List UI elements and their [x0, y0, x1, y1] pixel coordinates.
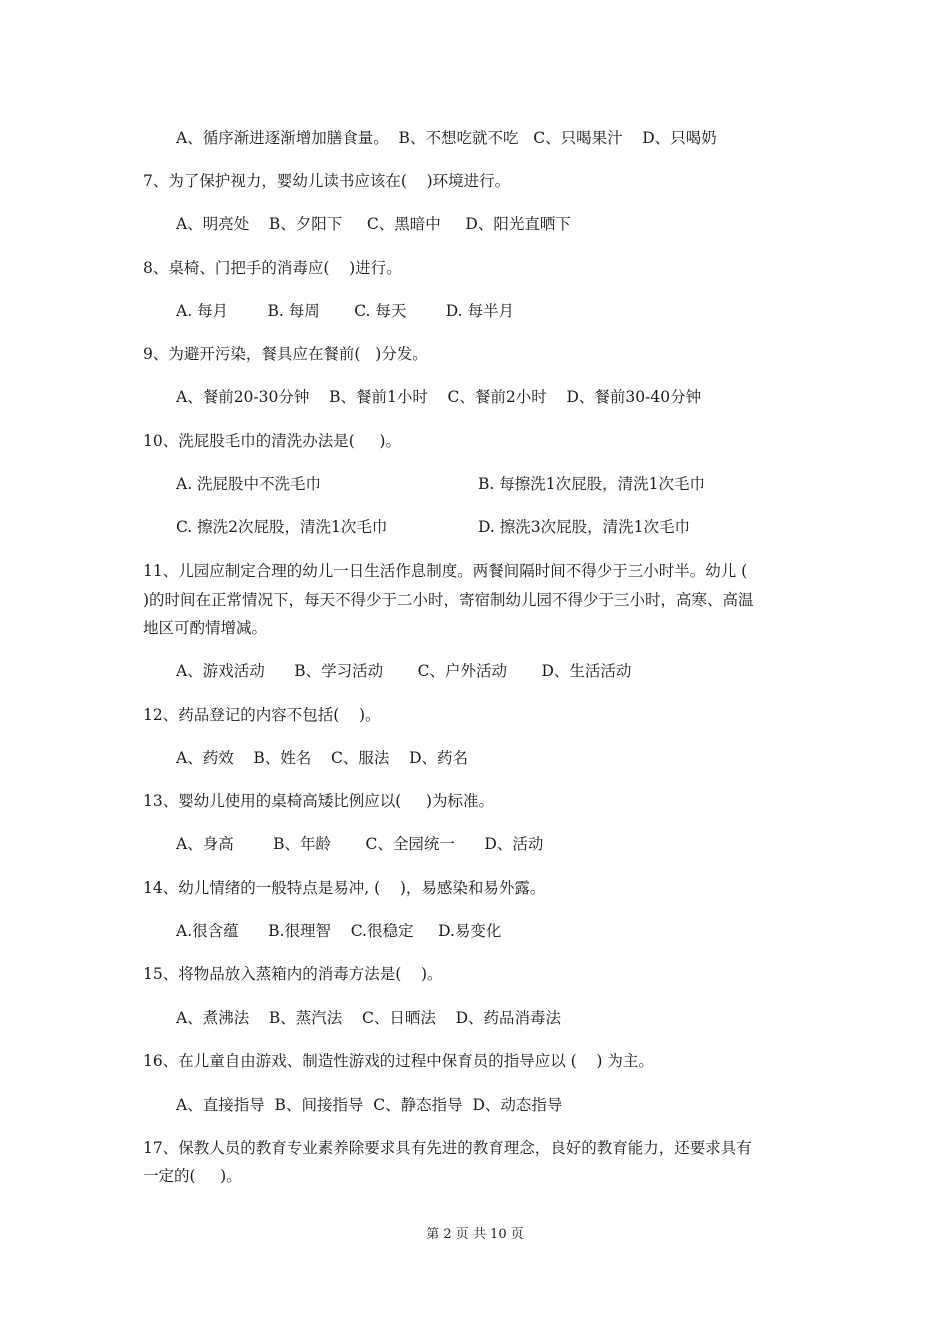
q15-options: A、煮沸法 B、蒸汽法 C、日晒法 D、药品消毒法: [176, 1009, 561, 1027]
q14-options: A.很含蕴 B.很理智 C.很稳定 D.易变化: [176, 922, 502, 940]
q13-options: A、身高 B、年龄 C、全园统一 D、活动: [176, 835, 544, 853]
q10-option-d: D. 擦洗3次屁股，清洗1次毛巾: [478, 518, 690, 536]
q11-question-line3: 地区可酌情增减。: [143, 619, 268, 637]
q6-options: A、循序渐进逐渐增加膳食量。 B、不想吃就不吃 C、只喝果汁 D、只喝奶: [176, 129, 717, 147]
q7-question: 7、为了保护视力，婴幼儿读书应该在( )环境进行。: [143, 172, 511, 190]
q16-question: 16、在儿童自由游戏、制造性游戏的过程中保育员的指导应以 ( ) 为主。: [143, 1052, 654, 1070]
q16-options: A、直接指导 B、间接指导 C、静态指导 D、动态指导: [176, 1096, 563, 1114]
q15-question: 15、将物品放入蒸箱内的消毒方法是( )。: [143, 965, 443, 983]
q11-options: A、游戏活动 B、学习活动 C、户外活动 D、生活活动: [176, 662, 632, 680]
q10-option-c: C. 擦洗2次屁股，清洗1次毛巾: [176, 518, 388, 536]
q14-question: 14、幼儿情绪的一般特点是易冲, ( )，易感染和易外露。: [143, 879, 546, 897]
q11-question-line2: )的时间在正常情况下，每天不得少于二小时，寄宿制幼儿园不得少于三小时，高寒、高温: [143, 591, 754, 609]
page-footer: 第 2 页 共 10 页: [426, 1227, 524, 1242]
q10-option-b: B. 每擦洗1次屁股，清洗1次毛巾: [478, 475, 705, 493]
q10-option-a: A. 洗屁股中不洗毛巾: [176, 475, 322, 493]
q9-options: A、餐前20-30分钟 B、餐前1小时 C、餐前2小时 D、餐前30-40分钟: [176, 388, 702, 406]
q8-question: 8、桌椅、门把手的消毒应( )进行。: [143, 259, 402, 277]
q8-options: A. 每月 B. 每周 C. 每天 D. 每半月: [176, 302, 515, 320]
q12-question: 12、药品登记的内容不包括( )。: [143, 706, 381, 724]
q12-options: A、药效 B、姓名 C、服法 D、药名: [176, 749, 468, 767]
q11-question-line1: 11、儿园应制定合理的幼儿一日生活作息制度。两餐间隔时间不得少于三小时半。幼儿 (: [143, 562, 748, 580]
q9-question: 9、为避开污染，餐具应在餐前( )分发。: [143, 345, 428, 363]
q13-question: 13、婴幼儿使用的桌椅高矮比例应以( )为标准。: [143, 792, 494, 810]
q17-question-line2: 一定的( )。: [143, 1167, 242, 1185]
q10-question: 10、洗屁股毛巾的清洗办法是( )。: [143, 432, 401, 450]
q17-question-line1: 17、保教人员的教育专业素养除要求具有先进的教育理念，良好的教育能力，还要求具有: [143, 1139, 752, 1157]
q7-options: A、明亮处 B、夕阳下 C、黑暗中 D、阳光直晒下: [176, 215, 571, 233]
